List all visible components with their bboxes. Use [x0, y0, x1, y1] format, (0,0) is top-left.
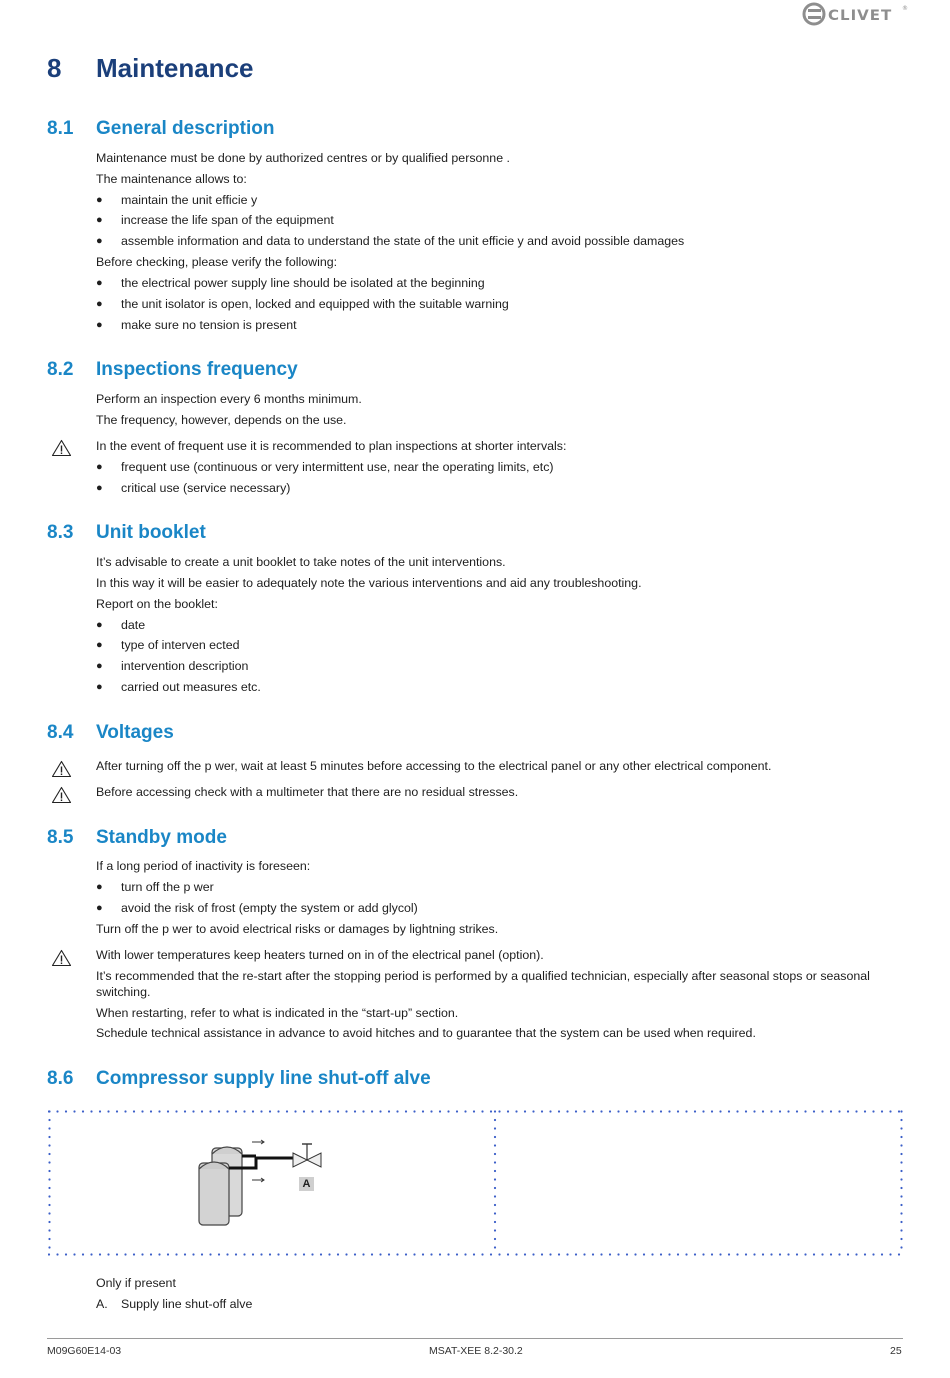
warning-text: Before accessing check with a multimeter that there are no residual stresses.: [96, 785, 519, 799]
chapter-title-text: Maintenance: [96, 53, 254, 83]
section-number: 8.4: [47, 722, 74, 743]
bullet-icon: ●: [96, 235, 103, 247]
list-item: [96, 679, 261, 695]
warning-triangle-icon: [51, 786, 72, 804]
warning-text: In the event of frequent use it is recommended to plan inspections at shorter intervals:: [96, 439, 567, 453]
section-number: 8.5: [47, 827, 74, 848]
list-item-text: increase the life span of the equipment: [121, 213, 334, 227]
section-title: Compressor supply line shut-off alve: [96, 1068, 431, 1089]
bullet-icon: ●: [96, 881, 103, 893]
warning-triangle-icon: [51, 439, 72, 457]
paragraph: The frequency, however, depends on the use.: [96, 413, 347, 427]
bullet-icon: ●: [96, 214, 103, 226]
list-item: [96, 879, 214, 895]
paragraph: If a long period of inactivity is foreseen:: [96, 859, 311, 873]
chapter-title: [47, 53, 254, 84]
list-item: [96, 275, 485, 291]
list-item-text: date: [121, 618, 146, 632]
paragraph: In this way it will be easier to adequately note the various interventions and aid any troubleshooting.: [96, 576, 642, 590]
paragraph: The maintenance allows to:: [96, 172, 247, 186]
section-number: 8.1: [47, 118, 74, 139]
section-number: 8.3: [47, 522, 74, 543]
list-item-text: turn off the p wer: [121, 880, 214, 894]
logo-trademark: ®: [902, 5, 908, 12]
page-number: 25: [890, 1345, 902, 1357]
figure-frame: [48, 1110, 903, 1256]
section-number: 8.2: [47, 359, 74, 380]
paragraph: Maintenance must be done by authorized centres or by qualified personne .: [96, 151, 510, 165]
dotted-border: [48, 1110, 903, 1255]
list-item: [96, 192, 257, 208]
bullet-icon: ●: [96, 660, 103, 672]
list-item-text: maintain the unit efficie y: [121, 193, 258, 207]
list-item-text: avoid the risk of frost (empty the system or add glycol): [121, 901, 418, 915]
list-item: [96, 317, 297, 333]
list-item-text: intervention description: [121, 659, 249, 673]
bullet-icon: ●: [96, 639, 103, 651]
legend-key: A.: [96, 1297, 108, 1311]
paragraph: Turn off the p wer to avoid electrical risks or damages by lightning strikes.: [96, 922, 499, 936]
section-8-4-heading: [47, 722, 174, 744]
section-title: Unit booklet: [96, 522, 206, 543]
section-8-5-heading: [47, 827, 227, 849]
bullet-icon: ●: [96, 277, 103, 289]
bullet-icon: ●: [96, 902, 103, 914]
warning-text: With lower temperatures keep heaters turned on in of the electrical panel (option).: [96, 948, 544, 962]
paragraph: It’s advisable to create a unit booklet to take notes of the unit interventions.: [96, 555, 506, 569]
list-item: [96, 617, 145, 633]
clivet-logo-mark-icon: [802, 2, 826, 26]
paragraph: Report on the booklet:: [96, 597, 218, 611]
section-title: Voltages: [96, 722, 174, 743]
list-item-text: type of interven ected: [121, 638, 240, 652]
list-item: [96, 658, 248, 674]
legend-text: Supply line shut-off alve: [121, 1297, 253, 1311]
list-item-text: the unit isolator is open, locked and equipped with the suitable warning: [121, 297, 509, 311]
list-item: [96, 637, 239, 653]
bullet-icon: ●: [96, 298, 103, 310]
list-item: [96, 480, 290, 496]
section-8-3-heading: [47, 522, 206, 544]
bullet-icon: ●: [96, 194, 103, 206]
footer-document-code: M09G60E14-03: [47, 1345, 122, 1357]
list-item: [96, 233, 684, 249]
clivet-logo: [802, 2, 906, 28]
section-8-6-heading: [47, 1068, 431, 1090]
paragraph: Only if present: [96, 1276, 176, 1290]
footer-divider: [47, 1338, 903, 1339]
section-number: 8.6: [47, 1068, 74, 1089]
bullet-icon: ●: [96, 619, 103, 631]
bullet-icon: ●: [96, 461, 103, 473]
section-8-2-heading: [47, 359, 298, 381]
figure-legend-item: [96, 1296, 252, 1312]
section-title: Inspections frequency: [96, 359, 298, 380]
list-item-text: critical use (service necessary): [121, 481, 291, 495]
list-item-text: frequent use (continuous or very intermittent use, near the operating limits, etc): [121, 460, 554, 474]
list-item-text: the electrical power supply line should be isolated at the beginning: [121, 276, 485, 290]
list-item-text: assemble information and data to understand the state of the unit efficie y and avoid possible damages: [121, 234, 685, 248]
paragraph: It’s recommended that the re-start after the stopping period is performed by a qualified technician, especially after seasonal stops or seasonal switching.: [96, 969, 870, 999]
list-item: [96, 296, 509, 312]
list-item: [96, 459, 554, 475]
bullet-icon: ●: [96, 319, 103, 331]
chapter-number: 8: [47, 53, 62, 83]
paragraph: Schedule technical assistance in advance to avoid hitches and to guarantee that the system can be used when required.: [96, 1026, 756, 1040]
warning-triangle-icon: [51, 949, 72, 967]
bullet-icon: ●: [96, 681, 103, 693]
section-title: General description: [96, 118, 275, 139]
list-item-text: make sure no tension is present: [121, 318, 297, 332]
section-8-1-heading: [47, 118, 274, 140]
bullet-icon: ●: [96, 482, 103, 494]
warning-text: After turning off the p wer, wait at least 5 minutes before accessing to the electrical panel or any other electrical component.: [96, 759, 772, 773]
footer-model-range: MSAT-XEE 8.2-30.2: [429, 1345, 523, 1357]
figure-callout-a: A: [299, 1177, 314, 1191]
paragraph: When restarting, refer to what is indicated in the “start-up” section.: [96, 1006, 459, 1020]
list-item-text: carried out measures etc.: [121, 680, 261, 694]
list-item: [96, 212, 334, 228]
warning-triangle-icon: [51, 760, 72, 778]
logo-text: CLIVET: [828, 6, 893, 24]
paragraph: Perform an inspection every 6 months minimum.: [96, 392, 362, 406]
section-title: Standby mode: [96, 827, 227, 848]
paragraph: Before checking, please verify the following:: [96, 255, 338, 269]
list-item: [96, 900, 418, 916]
